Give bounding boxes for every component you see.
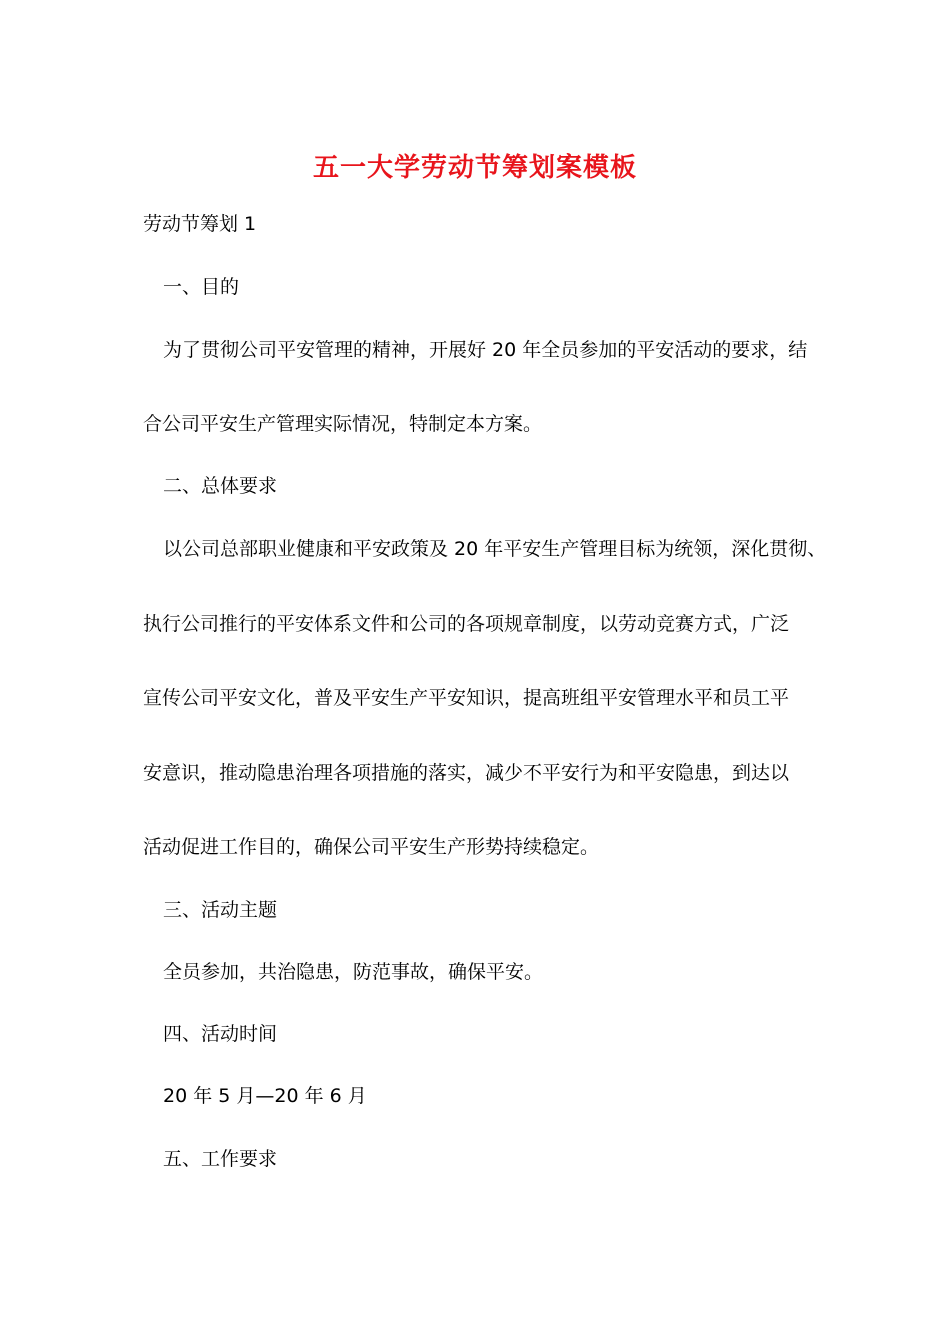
heading-activity-theme: 三、活动主题 <box>163 899 278 921</box>
heading-purpose: 一、目的 <box>163 276 240 298</box>
heading-activity-time: 四、活动时间 <box>163 1023 278 1045</box>
paragraph-line: 活动促进工作目的，确保公司平安生产形势持续稳定。 <box>143 836 600 858</box>
paragraph-line: 安意识，推动隐患治理各项措施的落实，减少不平安行为和平安隐患，到达以 <box>143 762 790 784</box>
paragraph-line: 为了贯彻公司平安管理的精神，开展好 20 年全员参加的平安活动的要求，结 <box>163 339 808 361</box>
section-heading-plan: 劳动节筹划 1 <box>143 213 257 235</box>
paragraph-line: 全员参加，共治隐患，防范事故，确保平安。 <box>163 961 544 983</box>
document-title: 五一大学劳动节筹划案模板 <box>312 153 637 183</box>
paragraph-line: 执行公司推行的平安体系文件和公司的各项规章制度，以劳动竞赛方式，广泛 <box>143 613 790 635</box>
paragraph-line: 20 年 5 月—20 年 6 月 <box>163 1085 367 1107</box>
paragraph-line: 宣传公司平安文化，普及平安生产平安知识，提高班组平安管理水平和员工平 <box>143 687 790 709</box>
heading-overall-requirements: 二、总体要求 <box>163 475 278 497</box>
paragraph-line: 以公司总部职业健康和平安政策及 20 年平安生产管理目标为统领，深化贯彻、 <box>163 538 827 560</box>
heading-work-requirements: 五、工作要求 <box>163 1148 278 1170</box>
paragraph-line: 合公司平安生产管理实际情况，特制定本方案。 <box>143 413 543 435</box>
